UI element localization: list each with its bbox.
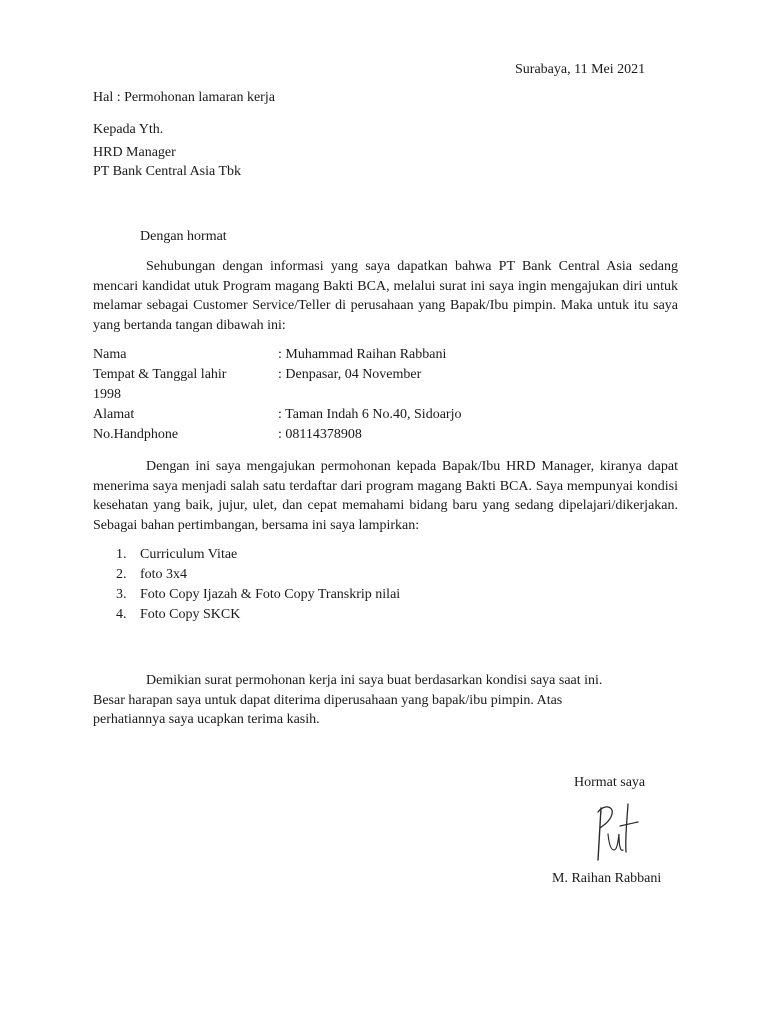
letter-date: Surabaya, 11 Mei 2021 [515,62,646,77]
greeting: Dengan hormat [140,229,227,244]
detail-row-phone [93,425,678,445]
detail-row-birth [93,365,678,405]
phone-value: : 08114378908 [278,427,362,442]
address-label: Alamat [93,407,135,422]
birth-year: 1998 [93,387,121,402]
address-value: : Taman Indah 6 No.40, Sidoarjo [278,407,462,422]
sign-off: Hormat saya [574,775,646,790]
applicant-details [93,345,678,445]
detail-row-name [93,345,678,365]
birth-label: Tempat & Tanggal lahir [93,367,227,382]
list-item-number: 3. [116,587,127,602]
closing-paragraph [93,671,678,730]
list-item-number: 1. [116,547,127,562]
phone-label: No.Handphone [93,427,179,442]
closing-line-1: Demikian surat permohonan kerja ini saya buat berdasarkan kondisi saya saat ini. [146,673,603,688]
signer-name: M. Raihan Rabbani [552,871,662,886]
request-paragraph: Dengan ini saya mengajukan permohonan kepada Bapak/Ibu HRD Manager, kiranya dapat menerima saya menjadi salah satu terdaftar dari program magang Bakti BCA. Saya mempunyai kondisi kesehatan yang baik, jujur, ulet, dan cepat memahami bidang baru yang sedang dipelajari/dikerjakan. Sebagai bahan pertimbangan, bersama ini saya lampirkan: [93,459,678,533]
recipient-line-3: PT Bank Central Asia Tbk [93,164,242,179]
name-value: : Muhammad Raihan Rabbani [278,347,447,362]
recipient-line-2: HRD Manager [93,145,176,160]
intro-paragraph: Sehubungan dengan informasi yang saya dapatkan bahwa PT Bank Central Asia sedang mencari kandidat utuk Program magang Bakti BCA, melalui surat ini saya ingin mengajukan diri untuk melamar sebagai Customer Service/Teller di perusahaan yang Bapak/Ibu pimpin. Maka untuk itu saya yang bertanda tangan dibawah ini: [93,259,678,333]
letter-subject: Hal : Permohonan lamaran kerja [93,90,275,105]
closing-line-3: perhatiannya saya ucapkan terima kasih. [93,712,320,727]
list-item-text: Foto Copy SKCK [140,607,241,622]
signature-icon [592,800,646,864]
detail-row-address [93,405,678,425]
list-item-number: 2. [116,567,127,582]
name-label: Nama [93,347,127,362]
recipient-line-1: Kepada Yth. [93,122,164,137]
closing-line-2: Besar harapan saya untuk dapat diterima diperusahaan yang bapak/ibu pimpin. Atas [93,692,563,708]
birth-value: : Denpasar, 04 November [278,367,422,382]
list-item-number: 4. [116,607,127,622]
list-item-text: Curriculum Vitae [140,547,238,562]
list-item-text: Foto Copy Ijazah & Foto Copy Transkrip nilai [140,587,401,602]
list-item-text: foto 3x4 [140,567,188,582]
